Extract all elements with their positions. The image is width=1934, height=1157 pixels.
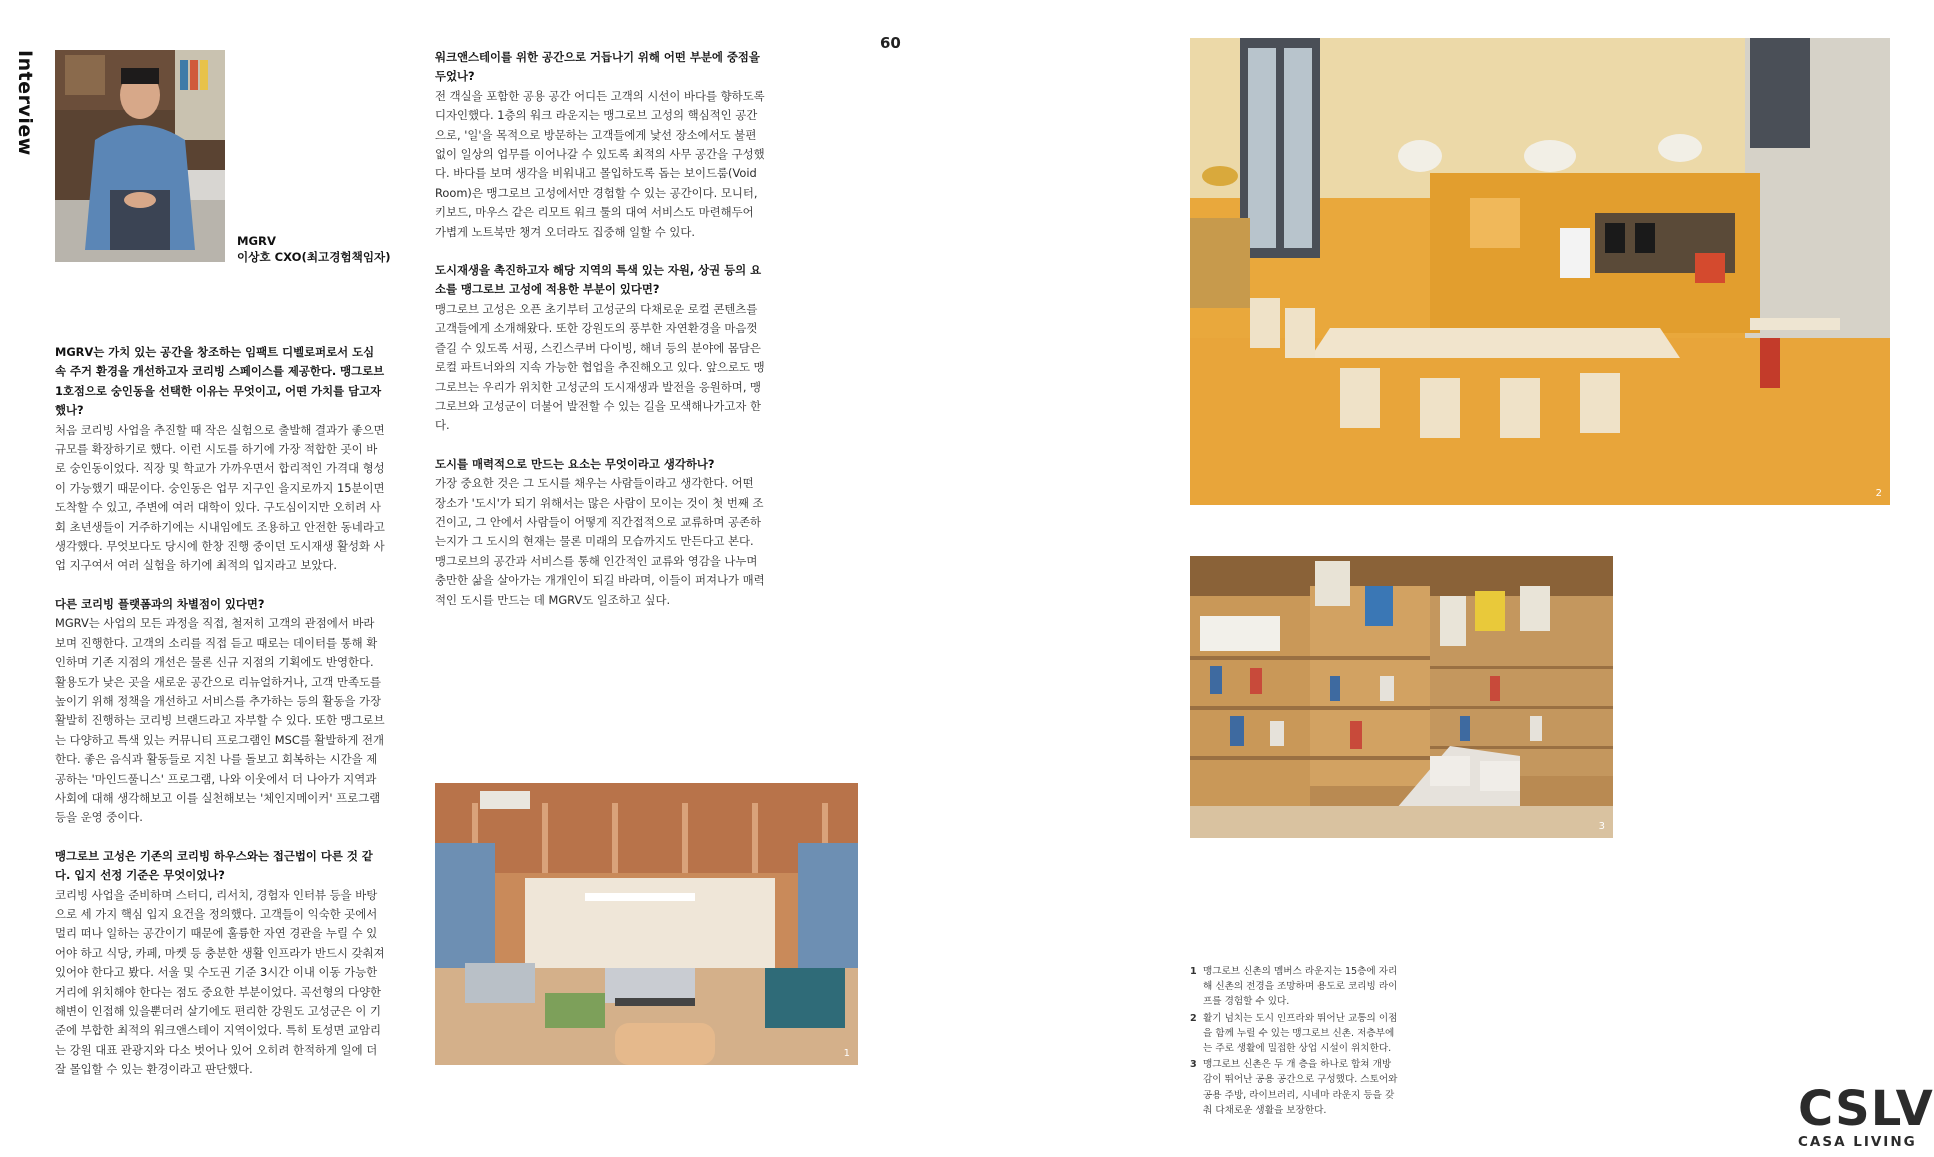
- answer: 전 객실을 포함한 공용 공간 어디든 고객의 시선이 바다를 향하도록 디자인했다. 1층의 워크 라운지는 맹그로브 고성의 핵심적인 공간으로, '일'을 목적으로 방문하는 고객들에게 낯선 장소에서도 불편 없이 일상의 업무를 이어나갈 수 있도록 최적의 사무 공간을 구성했다. 바다를 보며 생각을 비워내고 몰입하도록 돕는 보이드룸(Void Room)은 맹그로브 고성에서만 경험할 수 있는 공간이다. 모니터, 키보드, 마우스 같은 리모트 워크 툴의 대여 서비스도 마련해두어 가볍게 노트북만 챙겨 오더라도 집중해 일할 수 있다.: [435, 88, 765, 239]
- caption-item: [1190, 1011, 1400, 1057]
- question: 다른 코리빙 플랫폼과의 차별점이 있다면?: [55, 596, 265, 611]
- answer: MGRV는 사업의 모든 과정을 직접, 철저히 고객의 관점에서 바라보며 진행한다. 고객의 소리를 직접 듣고 때로는 데이터를 통해 확인하며 기존 지점의 개선은 물론 신규 지점의 기획에도 반영한다. 활용도가 낮은 곳을 새로운 공간으로 리뉴얼하거나, 고객 만족도를 높이기 위해 정책을 개선하고 서비스를 추가하는 등의 활동을 가장 활발히 진행하는 코리빙 브랜드라고 자부할 수 있다. 또한 맹그로브는 다양하고 특색 있는 커뮤니티 프로그램인 MSC를 활발하게 전개한다. 좋은 음식과 활동들로 지친 나를 돌보고 회복하는 시간을 제공하는 '마인드풀니스' 프로그램, 나와 이웃에서 더 나아가 지역과 사회에 대해 생각해보고 이를 실천해보는 '체인지메이커' 프로그램 등을 운영 중이다.: [55, 616, 385, 825]
- answer: 코리빙 사업을 준비하며 스터디, 리서치, 경험자 인터뷰 등을 바탕으로 세 가지 핵심 입지 요건을 정의했다. 고객들이 익숙한 곳에서 멀리 떠나 일하는 공간이기 때문에 훌륭한 자연 경관을 누릴 수 있어야 하고 식당, 카페, 마켓 등 충분한 생활 인프라가 반드시 갖춰져 있어야 한다고 봤다. 서울 및 수도권 기준 3시간 이내 이동 가능한 거리에 위치해야 한다는 점도 중요한 부분이었다. 곡선형의 다양한 해변이 인접해 있을뿐더러 살기에도 편리한 강원도 고성군은 이 기준에 부합한 최적의 워크앤스테이 지역이었다. 특히 토성면 교암리는 강원 대표 관광지와 다소 벗어나 있어 오히려 한적하게 일에 더 잘 몰입할 수 있는 환경이라고 판단했다.: [55, 887, 385, 1077]
- qa-block: [55, 595, 385, 828]
- caption-item: [1190, 964, 1400, 1010]
- text-column-middle: [435, 48, 765, 629]
- qa-block: [55, 343, 385, 576]
- qa-block: [435, 455, 765, 610]
- section-label: Interview: [14, 50, 36, 156]
- caption-text: 맹그로브 신촌의 멤버스 라운지는 15층에 자리해 신촌의 전경을 조망하며 용도로 코리빙 라이프를 경험할 수 있다.: [1203, 966, 1398, 1008]
- qa-block: [435, 261, 765, 436]
- caption-text: 맹그로브 신촌은 두 개 층을 하나로 합쳐 개방감이 뛰어난 공용 공간으로 구성했다. 스토어와 공용 주방, 라이브러리, 시네마 라운지 등을 갖춰 다채로운 생활을 보장한다.: [1203, 1059, 1398, 1116]
- question: 도시재생을 촉진하고자 해당 지역의 특색 있는 자원, 상권 등의 요소를 맹그로브 고성에 적용한 부분이 있다면?: [435, 263, 762, 297]
- caption-text: 활기 넘치는 도시 인프라와 뛰어난 교통의 이점을 함께 누릴 수 있는 맹그로브 신촌. 저층부에는 주로 생활에 밀접한 상업 시설이 위치한다.: [1203, 1012, 1398, 1055]
- person-caption: [237, 233, 391, 265]
- answer: 맹그로브 고성은 오픈 초기부터 고성군의 다채로운 로컬 콘텐츠를 고객들에게 소개해왔다. 또한 강원도의 풍부한 자연환경을 마음껏 즐길 수 있도록 서핑, 스킨스쿠버 다이빙, 해녀 등의 분야에 몸담은 로컬 파트너와의 지속 가능한 협업을 추진해오고 있다. 앞으로도 맹그로브는 우리가 위치한 고성군의 도시재생과 발전을 응원하며, 맹그로브와 고성군이 더불어 발전할 수 있는 길을 모색해나가고자 한다.: [435, 301, 765, 433]
- photo-number: 1: [843, 1048, 850, 1059]
- answer: 가장 중요한 것은 그 도시를 채우는 사람들이라고 생각한다. 어떤 장소가 '도시'가 되기 위해서는 많은 사람이 모이는 것이 첫 번째 조건이고, 그 안에서 사람들이 어떻게 직간접적으로 교류하며 공존하는지가 그 도시의 현재는 물론 미래의 모습까지도 만든다고 본다. 맹그로브의 공간과 서비스를 통해 인간적인 교류와 영감을 나누며 충만한 삶을 살아가는 개개인이 되길 바라며, 이들이 퍼져나가 매력적인 도시를 만드는 데 MGRV도 일조하고 싶다.: [435, 476, 765, 607]
- question: 워크앤스테이를 위한 공간으로 거듭나기 위해 어떤 부분에 중점을 두었나?: [435, 50, 760, 84]
- person-name-title: 이상호 CXO(최고경험책임자): [237, 250, 391, 264]
- qa-block: [435, 48, 765, 242]
- qa-block: [55, 847, 385, 1080]
- text-column-left: [55, 343, 385, 1099]
- magazine-logo: [1798, 1081, 1934, 1150]
- person-org: MGRV: [237, 234, 276, 248]
- portrait-photo: [55, 50, 225, 262]
- photo-number: 3: [1598, 821, 1605, 832]
- page-number: 60: [880, 34, 901, 52]
- logo-main: CSLV: [1798, 1081, 1934, 1137]
- caption-number: 2: [1190, 1012, 1197, 1024]
- question: MGRV는 가치 있는 공간을 창조하는 임팩트 디벨로퍼로서 도심 속 주거 환경을 개선하고자 코리빙 스페이스를 제공한다. 맹그로브 1호점으로 숭인동을 선택한 이유는 무엇이고, 어떤 가치를 담고자 했나?: [55, 345, 385, 418]
- photo-number: 2: [1875, 488, 1882, 499]
- library-photo: [1190, 556, 1613, 838]
- caption-number: 1: [1190, 966, 1197, 977]
- work-lounge-photo: [1190, 38, 1890, 505]
- lounge-photo: [435, 783, 858, 1065]
- question: 맹그로브 고성은 기존의 코리빙 하우스와는 접근법이 다른 것 같다. 입지 선정 기준은 무엇이었나?: [55, 848, 373, 883]
- caption-item: [1190, 1057, 1400, 1118]
- answer: 처음 코리빙 사업을 추진할 때 작은 실험으로 출발해 결과가 좋으면 규모를 확장하기로 했다. 이런 시도를 하기에 가장 적합한 곳이 바로 숭인동이었다. 직장 및 학교가 가까우면서 합리적인 가격대 형성이 가능했기 때문이다. 숭인동은 업무 지구인 을지로까지 15분이면 도착할 수 있고, 주변에 여러 대학이 있다. 구도심이지만 오히려 사회 초년생들이 거주하기에는 시내임에도 조용하고 안전한 동네라고 생각했다. 무엇보다도 당시에 한창 진행 중이던 도시재생 활성화 사업 지구여서 여러 실험을 하기에 최적의 입지라고 보았다.: [55, 422, 385, 573]
- caption-number: 3: [1190, 1059, 1197, 1071]
- logo-sub: CASA LIVING: [1798, 1134, 1917, 1150]
- photo-captions: [1190, 964, 1400, 1119]
- question: 도시를 매력적으로 만드는 요소는 무엇이라고 생각하나?: [435, 456, 715, 471]
